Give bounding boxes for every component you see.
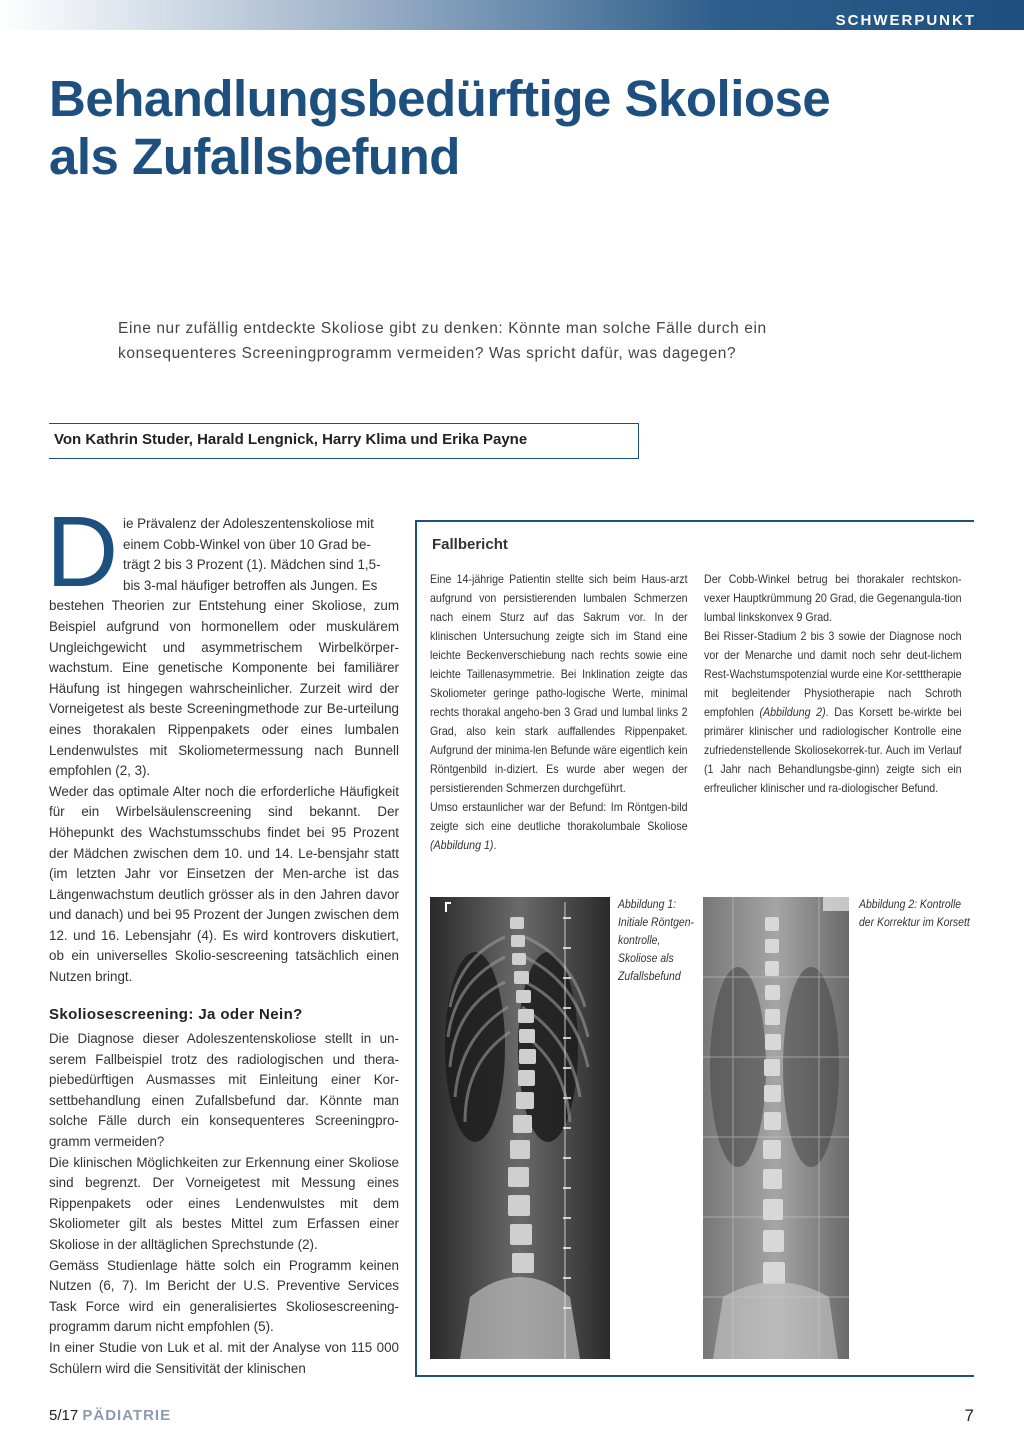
body-line: einem Cobb-Winkel von über 10 Grad be-	[123, 536, 371, 552]
body-paragraph: Weder das optimale Alter noch die erforderliche Häufigkeit für ein Wirbelsäulenscreening sind bekannt. Der Höhepunkt des Wachstumsschubs findet bei 95 Prozent der Mädchen zwischen dem 10. und 14. Le-bensjahr statt (im letzten Jahr vor Einsetzen der Men-arche ist das Längenwachstum deutlich grösser als in den Jahren davor und danach) und bei 95 Prozent der Jungen zwischen dem 12. und 16. Lebensjahr (4). Es wird kontrovers diskutiert, ob ein universelles Skolio-sescreening tatsächlich einen Nutzen bringt.	[49, 783, 399, 985]
case-paragraph	[430, 798, 688, 855]
xray-image-1	[430, 897, 610, 1359]
case-report-column-2	[704, 570, 962, 798]
authors-box	[49, 423, 639, 459]
footer-issue-info	[49, 1407, 171, 1424]
body-paragraph: Die Diagnose dieser Adoleszentenskoliose stellt in un-serem Fallbeispiel trotz des radiologischen und thera-piebedürftigen Ausmasses mit Einleitung einer Kor-settbehandlung einen Zufallsbefund dar. Könnte man solche Fälle durch ein konsequenteres Screeningpro-gramm vermeiden?	[49, 1031, 399, 1149]
case-report-title: Fallbericht	[432, 536, 508, 553]
case-paragraph: Eine 14-jährige Patientin stellte sich beim Haus-arzt aufgrund von persistierenden lumbalen Schmerzen nach einem Sturz auf das Sakrum vor. In der klinischen Untersuchung zeigte sich im Stand eine leichte Beckenverschiebung nach rechts sowie eine leichte Taillenasymmetrie. Bei Inklination zeigte das Skoliometer geringe patho-logische Werte, minimal rechts thorakal angeho-ben 3 Grad und lumbal links 2 Grad, also kein stark auffallendes Rippenpaket. Aufgrund der minima-len Befunde wäre eigentlich kein Röntgenbild in-diziert. Es wurde aber wegen der persistierenden Schmerzen durchgeführt.	[430, 573, 688, 795]
body-column-1-bottom	[49, 1029, 399, 1379]
title-line-1: Behandlungsbedürftige Skoliose	[49, 70, 831, 127]
body-paragraph: In einer Studie von Luk et al. mit der Analyse von 115 000 Schülern wird die Sensitivität der klinischen	[49, 1339, 399, 1376]
case-report-column-1	[430, 570, 688, 855]
issue-number: 5/17	[49, 1407, 79, 1424]
figure-reference: (Abbildung 1)	[430, 839, 494, 852]
article-lead	[118, 316, 918, 366]
body-line: trägt 2 bis 3 Prozent (1). Mädchen sind 1,5-	[123, 557, 381, 573]
magazine-name: PÄDIATRIE	[82, 1407, 172, 1424]
figure-2-caption: Abbildung 2: Kontrolle der Korrektur im Korsett	[859, 898, 970, 929]
article-title	[49, 70, 949, 186]
xray-2-graphic	[703, 897, 849, 1359]
body-line: bis 3-mal häufiger betroffen als Jungen. Es	[123, 577, 378, 593]
section-label: SCHWERPUNKT	[835, 12, 976, 29]
case-text: Bei Risser-Stadium 2 bis 3 sowie der Diagnose noch vor der Menarche und damit noch sehr deut-lichem Rest-Wachstumspotenzial wurde eine Kor-setttherapie mit begleitender Physiotherapie nach Schroth empfohlen	[704, 630, 962, 719]
case-text: Umso erstaunlicher war der Befund: Im Röntgen-bild zeigte sich eine deutliche thorakolumbale Skoliose	[430, 801, 688, 833]
title-line-2: als Zufallsbefund	[49, 128, 460, 185]
section-header-bar	[0, 0, 1024, 30]
page-number: 7	[964, 1406, 974, 1425]
body-paragraph: Die klinischen Möglichkeiten zur Erkennung einer Skoliose sind begrenzt. Der Vorneigetest mit Messung eines Rippenpakets oder eines Lendenwulstes mit dem Skoliometer gilt als bestes Mittel zum Erfassen einer Skoliose in der alltäglichen Sprechstunde (2).	[49, 1154, 399, 1252]
body-line: ie Prävalenz der Adoleszentenskoliose mit	[123, 516, 374, 531]
case-text: .	[493, 839, 497, 852]
lead-line-1: Eine nur zufällig entdeckte Skoliose gibt zu denken: Könnte man solche Fälle durch ein	[118, 320, 767, 337]
body-paragraph: bestehen Theorien zur Entstehung einer Skoliose, zum Beispiel aufgrund von hormonellem oder muskulärem Ungleichgewicht und asymmetrischem Wirbelkörper-wachstum. Eine genetische Komponente bei familiärer Häufung ist hingegen wahrscheinlicher. Zurzeit wird der Vorneigetest als beste Screeningmethode zur Be-urteilung eines thorakalen Rippenpakets oder eines lumbalen Lendenwulstes mit Skoliometermessung nach Bunnell empfohlen (2, 3).	[49, 598, 399, 779]
figure-reference: (Abbildung 2)	[759, 706, 826, 719]
xray-1-graphic	[430, 897, 610, 1359]
case-paragraph: Der Cobb-Winkel betrug bei thorakaler rechtskon-vexer Hauptkrümmung 20 Grad, die Gegenangula-tion lumbal linkskonvex 9 Grad.	[704, 573, 962, 624]
body-paragraph: Gemäss Studienlage hätte solch ein Programm keinen Nutzen (6, 7). Im Bericht der U.S. Preventive Services Task Force wird ein generalisiertes Skoliosescreening-programm darum nicht empfohlen (5).	[49, 1257, 399, 1335]
xray-image-2	[703, 897, 849, 1359]
figure-1-caption: Abbildung 1: Initiale Röntgen-kontrolle, Skoliose als Zufallsbefund	[618, 898, 694, 983]
subheading: Skoliosescreening: Ja oder Nein?	[49, 1006, 303, 1023]
authors: Von Kathrin Studer, Harald Lengnick, Harry Klima und Erika Payne	[54, 431, 528, 448]
drop-cap: D	[46, 496, 119, 608]
lead-line-2: konsequenteres Screeningprogramm vermeiden? Was spricht dafür, was dagegen?	[118, 345, 737, 362]
body-column-1-top	[49, 514, 399, 988]
case-text: . Das Korsett be-wirkte bei primärer klinischer und radiologischer Kontrolle eine zufriedenstellende Skoliosekorrek-tur. Auch im Verlauf (1 Jahr nach Behandlungsbe-ginn) zeigte sich ein erfreulicher klinischer und ra-diologischer Befund.	[704, 706, 962, 795]
case-paragraph	[704, 627, 962, 798]
